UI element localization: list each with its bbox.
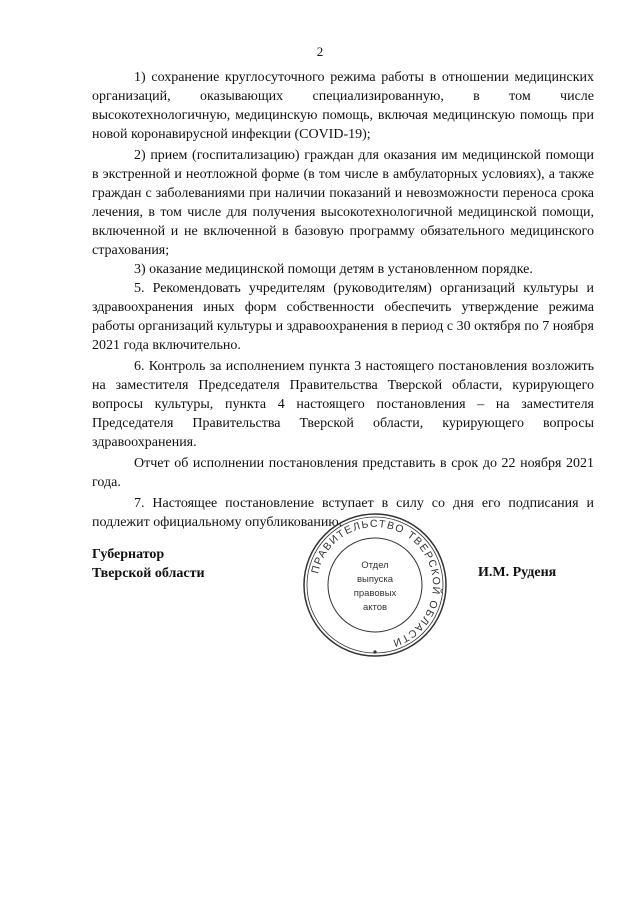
paragraph-7: 7. Настоящее постановление вступает в силу со дня его подписания и подлежит официальному опубликованию. <box>92 496 594 530</box>
stamp-center-line-2: выпуска <box>356 574 394 585</box>
page-number: 2 <box>316 44 324 59</box>
stamp-inner-ring <box>328 538 422 632</box>
official-stamp <box>300 510 450 660</box>
stamp-center-line-1: Отдел <box>361 560 389 571</box>
paragraph-4: 5. Рекомендовать учредителям (руководителям) организаций культуры и здравоохранения иных форм собственности обеспечить утверждение режима работы организаций культуры и здравоохранения в период с 30 октября по 7 ноября 2021 года включительно. <box>92 281 594 353</box>
paragraph-2: 2) прием (госпитализацию) граждан для оказания им медицинской помощи в экстренной и неотложной форме (в том числе в амбулаторных условиях), а также граждан с заболеваниями при наличии показаний и невозможности переноса срока лечения, в том числе для получения высокотехнологичной медицинской помощи, включенной и не включенной в базовую программу обязательного медицинского страхования; <box>92 148 594 258</box>
stamp-ring-text: ПРАВИТЕЛЬСТВО ТВЕРСКОЙ ОБЛАСТИ <box>309 517 443 650</box>
signatory-name: И.М. Руденя <box>478 565 557 580</box>
signatory-title-line1: Губернатор <box>92 547 165 562</box>
paragraph-1: 1) сохранение круглосуточного режима работы в отношении медицинских организаций, оказывающих специализированную, в том числе высокотехнологичную, медицинскую помощь, включая медицинскую помощь при новой коронавирусной инфекции (COVID-19); <box>92 70 594 142</box>
stamp-center-line-3: правовых <box>353 588 397 599</box>
stamp-dot <box>373 650 376 653</box>
stamp-outer-ring <box>304 514 446 656</box>
paragraph-5: 6. Контроль за исполнением пункта 3 настоящего постановления возложить на заместителя Председателя Правительства Тверской области, курирующего вопросы культуры, пункта 4 настоящего постановления – на заместителя Председателя Правительства Тверской области, курирующего вопросы здравоохранения. <box>92 359 594 450</box>
paragraph-3: 3) оказание медицинской помощи детям в установленном порядке. <box>134 262 533 277</box>
paragraph-6: Отчет об исполнении постановления представить в срок до 22 ноября 2021 года. <box>92 456 594 490</box>
signatory-title <box>92 545 205 583</box>
signatory-title-line2: Тверской области <box>92 566 205 581</box>
stamp-center-line-4: актов <box>362 602 388 613</box>
stamp-outer-ring-inner <box>307 517 443 653</box>
document-body <box>92 68 594 532</box>
